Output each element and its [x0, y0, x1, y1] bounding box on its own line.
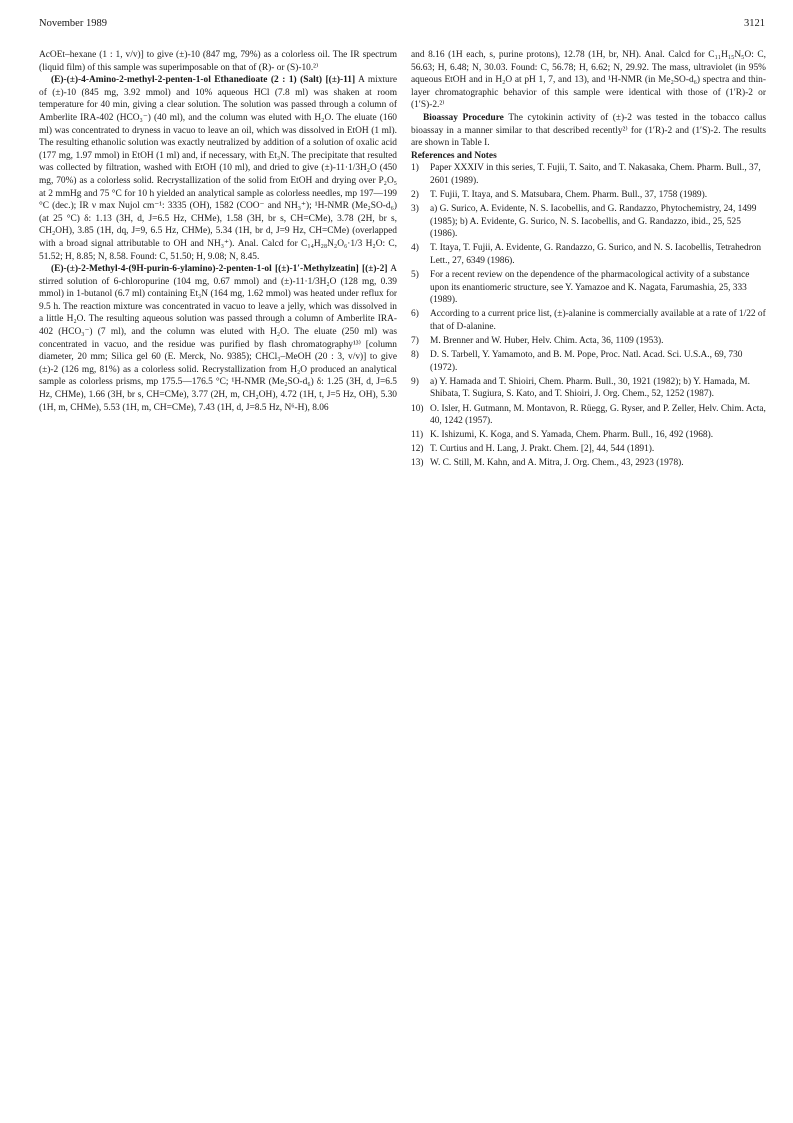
reference-item	[411, 242, 766, 267]
references-heading: References and Notes	[411, 150, 497, 161]
paragraph-compound-2	[39, 263, 397, 414]
reference-number: 7)	[411, 336, 419, 347]
compound-2-body: A stirred solution of 6-chloropurine (104 mg, 0.67 mmol) and (±)-11·1/3H₂O (128 mg, 0.39 mmol) in 1-butanol (6.7 ml) containing Et₃N (164 mg, 1.62 mmol) was heated under reflux for 9.5 h. The reaction mixture was concentrated in vacuo to leave a jelly, which was dissolved in a little H₂O. The resulting aqueous solution was passed through a column of Amberlite IRA-402 (HCO₃⁻) (7 ml), and the column was eluted with H₂O. The eluate (250 ml) was concentrated in vacuo, and the residue was purified by flash chromatography¹³⁾ [column diameter, 20 mm; Silica gel 60 (E. Merck, No. 9385); CHCl₃–MeOH (20 : 3, v/v)] to give (±)-2 (126 mg, 81%) as a colorless solid. Recrystallization from H₂O produced an analytical sample as colorless prisms, mp 175.5—176.5 °C; ¹H-NMR (Me₂SO-d₆) δ: 1.25 (3H, d, J=6.5 Hz, CHMe), 1.66 (3H, br s, CH=CMe), 3.77 (2H, m, CH₂OH), 4.72 (1H, t, J=5 Hz, OH), 5.30 (1H, m, CHMe), 5.53 (1H, m, CH=CMe), 7.43 (1H, d, J=8.5 Hz, N⁶-H), 8.06	[39, 264, 397, 413]
reference-item	[411, 203, 766, 241]
reference-text: O. Isler, H. Gutmann, M. Montavon, R. Rüegg, G. Ryser, and P. Zeller, Helv. Chim. Acta, 40, 1242 (1957).	[430, 403, 766, 427]
reference-item	[411, 162, 766, 187]
reference-item	[411, 335, 766, 348]
reference-text: For a recent review on the dependence of the pharmacological activity of a substance upon its enantiomeric structure, see Y. Yamazoe and K. Nagata, Farumashia, 25, 333 (1989).	[430, 270, 750, 306]
reference-number: 2)	[411, 190, 419, 201]
compound-11-title: (E)-(±)-4-Amino-2-methyl-2-penten-1-ol Ethanedioate (2 : 1) (Salt) [(±)-11]	[51, 75, 356, 86]
reference-item	[411, 308, 766, 333]
reference-item	[411, 443, 766, 456]
reference-text: According to a current price list, (±)-alanine is commercially available at a rate of 1/22 of that of D-alanine.	[430, 309, 766, 332]
reference-item	[411, 457, 766, 470]
bioassay-heading: Bioassay Procedure	[423, 112, 504, 123]
reference-text: K. Ishizumi, K. Koga, and S. Yamada, Chem. Pharm. Bull., 16, 492 (1968).	[430, 430, 714, 441]
reference-number: 11)	[411, 430, 424, 441]
reference-text: D. S. Tarbell, Y. Yamamoto, and B. M. Pope, Proc. Natl. Acad. Sci. U.S.A., 69, 730 (1972).	[430, 350, 743, 373]
reference-item	[411, 349, 766, 374]
reference-text: a) G. Surico, A. Evidente, N. S. Iacobellis, and G. Randazzo, Phytochemistry, 24, 1499 (1985); b) A. Evidente, G. Surico, N. S. Iacobellis, and G. Randazzo, ibid., 25, 525 (1986).	[430, 204, 757, 240]
reference-text: W. C. Still, M. Kahn, and A. Mitra, J. Org. Chem., 43, 2923 (1978).	[430, 458, 684, 469]
reference-number: 5)	[411, 270, 419, 281]
references-list	[411, 162, 766, 470]
reference-item	[411, 429, 766, 442]
reference-number: 1)	[411, 163, 419, 174]
reference-number: 3)	[411, 204, 419, 215]
paragraph-compound-10: AcOEt–hexane (1 : 1, v/v)] to give (±)-10 (847 mg, 79%) as a colorless oil. The IR spectrum (liquid film) of this sample was superimposable on that of (R)- or (S)-10.²⁾	[39, 50, 397, 73]
compound-2-title: (E)-(±)-2-Methyl-4-(9H-purin-6-ylamino)-2-penten-1-ol [(±)-1′-Methylzeatin] [(±)-2]	[51, 264, 388, 275]
page-number: 3121	[744, 18, 765, 29]
paragraph-compound-11	[39, 74, 397, 263]
reference-number: 6)	[411, 309, 419, 320]
compound-11-body: A mixture of (±)-10 (845 mg, 3.92 mmol) and 10% aqueous HCl (7.8 ml) was shaken at room temperature for 40 min, giving a clear solution. The solution was passed through a column of Amberlite IRA-402 (HCO₃⁻) (40 ml), and the column was eluted with H₂O. The eluate (160 ml) was concentrated to dryness in vacuo to leave an oil, which was dissolved in EtOH (1 ml). The resulting ethanolic solution was exactly neutralized by addition of a solution of oxalic acid (177 mg, 1.97 mmol) in EtOH (1 ml) and, if necessary, with Et₃N. The precipitate that resulted was collected by filtration, washed with EtOH (10 ml), and dried to give (±)-11·1/3H₂O (450 mg, 70%) as a colorless solid. Recrystallization of the solid from EtOH and drying over P₂O₅ at 2 mmHg and 75 °C for 10 h yielded an analytical sample as colorless needles, mp 197—199 °C (dec.); IR ν max Nujol cm⁻¹: 3335 (OH), 1582 (COO⁻ and NH₃⁺); ¹H-NMR (Me₂SO-d₆) (at 25 °C) δ: 1.13 (3H, d, J=6.5 Hz, CHMe), 1.58 (3H, br s, CH=CMe), 3.78 (2H, br s, CH₂OH), 3.85 (1H, dq, J=9, 6.5 Hz, CHMe), 5.34 (1H, br d, J=9 Hz, CH=CMe) (overlapped with a broad signal attributable to OH and NH₃⁺). Anal. Calcd for C₁₄H₂₈N₂O₆·1/3 H₂O: C, 51.52; H, 8.85; N, 8.58. Found: C, 51.50; H, 9.08; N, 8.45.	[39, 75, 397, 262]
reference-number: 9)	[411, 376, 419, 387]
bioassay-body: The cytokinin activity of (±)-2 was tested in the tobacco callus bioassay in a manner similar to that described recently²⁾ for (1′R)-2 and (1′S)-2. The results are shown in Table I.	[411, 112, 767, 149]
reference-item	[411, 376, 766, 401]
reference-text: Paper XXXIV in this series, T. Fujii, T. Saito, and T. Nakasaka, Chem. Pharm. Bull., 37, 2601 (1989).	[430, 163, 761, 186]
right-column	[411, 49, 766, 472]
running-header-date: November 1989	[39, 18, 107, 29]
reference-number: 10)	[411, 403, 424, 414]
reference-number: 8)	[411, 350, 419, 361]
reference-text: M. Brenner and W. Huber, Helv. Chim. Acta, 36, 1109 (1953).	[430, 336, 664, 347]
reference-item	[411, 269, 766, 307]
left-column	[39, 49, 397, 414]
paragraph-compound-2-continued: and 8.16 (1H each, s, purine protons), 12.78 (1H, br, NH). Anal. Calcd for C₁₁H₁₅N₅O: C, 56.63; H, 6.48; N, 30.03. Found: C, 56.78; H, 6.62; N, 29.92. The mass, ultraviolet (in 95% aqueous EtOH and in H₂O at pH 1, 7, and 13), and ¹H-NMR (in Me₂SO-d₆) spectra and thin-layer chromatographic behavior of this sample were identical with those of (1′R)-2 or (1′S)-2.²⁾	[411, 50, 766, 111]
reference-number: 4)	[411, 243, 419, 254]
reference-item	[411, 403, 766, 428]
reference-number: 12)	[411, 444, 424, 455]
reference-text: T. Fujii, T. Itaya, and S. Matsubara, Chem. Pharm. Bull., 37, 1758 (1989).	[430, 190, 708, 201]
reference-text: T. Curtius and H. Lang, J. Prakt. Chem. [2], 44, 544 (1891).	[430, 444, 655, 455]
reference-item	[411, 189, 766, 202]
reference-number: 13)	[411, 458, 424, 469]
paragraph-bioassay	[411, 112, 766, 150]
reference-text: a) Y. Hamada and T. Shioiri, Chem. Pharm. Bull., 30, 1921 (1982); b) Y. Hamada, M. Shibata, T. Sugiura, S. Kato, and T. Shioiri, J. Org. Chem., 52, 1252 (1987).	[430, 376, 750, 400]
reference-text: T. Itaya, T. Fujii, A. Evidente, G. Randazzo, G. Surico, and N. S. Iacobellis, Tetrahedron Lett., 27, 6349 (1986).	[430, 243, 762, 266]
